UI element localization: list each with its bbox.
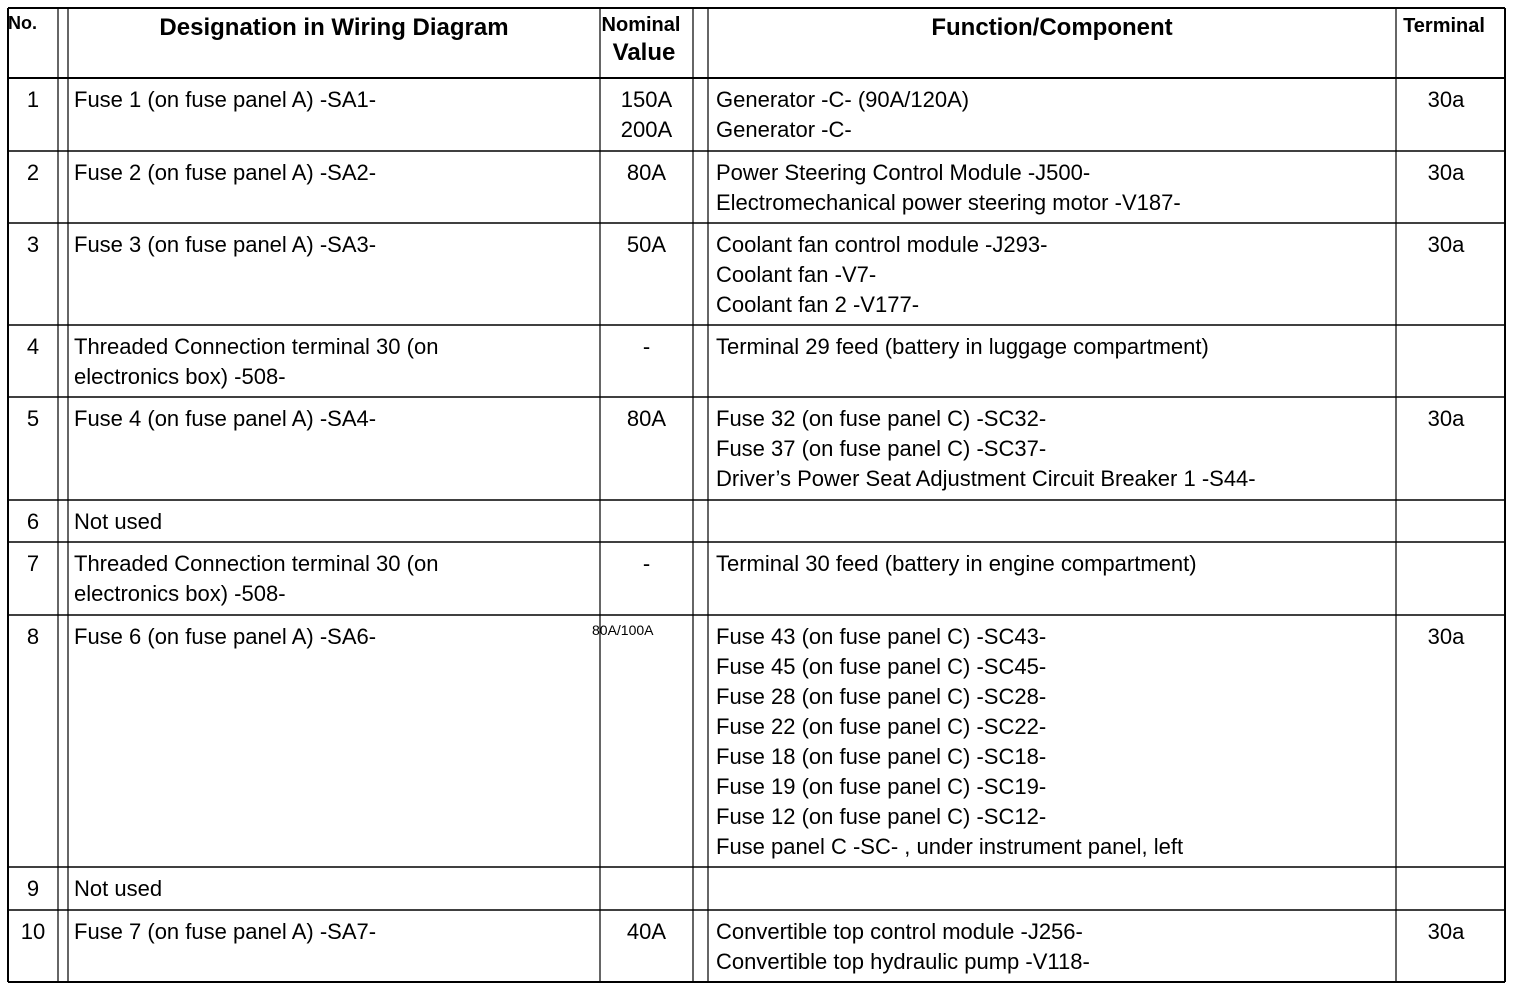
row-designation-line: Fuse 2 (on fuse panel A) -SA2-	[74, 160, 377, 185]
row-number	[8, 917, 58, 947]
header-function: Function/Component	[931, 14, 1173, 41]
row-designation-line: Not used	[74, 876, 163, 901]
header-nominal: Nominal	[601, 14, 681, 36]
row-designation	[74, 85, 600, 115]
row-function-line: Coolant fan control module -J293-	[716, 232, 1048, 257]
row-function-line: Convertible top hydraulic pump -V118-	[716, 949, 1090, 974]
row-number-line: 1	[26, 87, 40, 112]
row-function	[716, 332, 1396, 362]
row-function-line: Coolant fan -V7-	[716, 262, 877, 287]
row-function-line: Terminal 29 feed (battery in luggage compartment)	[716, 334, 1209, 359]
row-nominal-value-line: 50A	[626, 232, 667, 257]
row-number	[8, 230, 58, 260]
row-number-line: 2	[26, 160, 40, 185]
row-designation	[74, 158, 600, 188]
row-terminal-line: 30a	[1427, 160, 1465, 185]
row-designation-line: Fuse 6 (on fuse panel A) -SA6-	[74, 624, 377, 649]
row-nominal-value	[600, 404, 693, 434]
row-terminal	[1396, 622, 1496, 652]
row-number-line: 5	[26, 406, 40, 431]
row-number-line: 10	[20, 919, 46, 944]
row-function-line: Fuse 28 (on fuse panel C) -SC28-	[716, 684, 1047, 709]
row-function-line: Generator -C-	[716, 117, 852, 142]
row-function	[716, 622, 1396, 862]
row-designation-line: Fuse 1 (on fuse panel A) -SA1-	[74, 87, 377, 112]
row-nominal-value	[600, 158, 693, 188]
row-terminal	[1396, 158, 1496, 188]
row-number-line: 7	[26, 551, 40, 576]
row-designation	[74, 874, 600, 904]
row-nominal-value-line: 80A	[626, 160, 667, 185]
row-designation-line: Threaded Connection terminal 30 (on	[74, 334, 439, 359]
header-designation: Designation in Wiring Diagram	[159, 14, 509, 41]
row-terminal	[1396, 917, 1496, 947]
row-function-line: Fuse 43 (on fuse panel C) -SC43-	[716, 624, 1047, 649]
row-function-line: Terminal 30 feed (battery in engine compartment)	[716, 551, 1197, 576]
row-designation	[74, 230, 600, 260]
row-function	[716, 549, 1396, 579]
row-function-line: Fuse 32 (on fuse panel C) -SC32-	[716, 406, 1047, 431]
row-function-line: Electromechanical power steering motor -V187-	[716, 190, 1181, 215]
row-number	[8, 507, 58, 537]
row-function-line: Fuse 18 (on fuse panel C) -SC18-	[716, 744, 1047, 769]
row-number	[8, 404, 58, 434]
row-function	[716, 917, 1396, 977]
row-number	[8, 332, 58, 362]
row-terminal-line: 30a	[1427, 919, 1465, 944]
row-designation-line: electronics box) -508-	[74, 581, 286, 606]
row-terminal	[1396, 404, 1496, 434]
header-no: No.	[8, 13, 37, 33]
row-terminal-line: 30a	[1427, 624, 1465, 649]
row-function	[716, 158, 1396, 218]
row-function-line: Coolant fan 2 -V177-	[716, 292, 920, 317]
row-number	[8, 622, 58, 652]
row-number-line: 8	[26, 624, 40, 649]
header-terminal: Terminal	[1403, 15, 1485, 37]
row-designation-line: electronics box) -508-	[74, 364, 286, 389]
row-terminal	[1396, 85, 1496, 115]
row-designation-line: Fuse 7 (on fuse panel A) -SA7-	[74, 919, 377, 944]
row-number	[8, 549, 58, 579]
row-number-line: 3	[26, 232, 40, 257]
row-function-line: Driver’s Power Seat Adjustment Circuit Breaker 1 -S44-	[716, 466, 1256, 491]
row-nominal-value-line: 150A	[620, 87, 673, 112]
row-terminal-line: 30a	[1427, 87, 1465, 112]
row-function-line: Fuse panel C -SC- , under instrument panel, left	[716, 834, 1184, 859]
row-function-line: Fuse 37 (on fuse panel C) -SC37-	[716, 436, 1047, 461]
row-designation-line: Fuse 3 (on fuse panel A) -SA3-	[74, 232, 377, 257]
row-designation	[74, 404, 600, 434]
row-nominal-value-line: 200A	[620, 117, 673, 142]
row-function-line: Power Steering Control Module -J500-	[716, 160, 1091, 185]
row-nominal-value-line: -	[642, 334, 651, 359]
row-function-line: Fuse 12 (on fuse panel C) -SC12-	[716, 804, 1047, 829]
row-nominal-value-line: 80A	[626, 406, 667, 431]
row-designation	[74, 507, 600, 537]
row-nominal-value-line: -	[642, 551, 651, 576]
row-designation	[74, 917, 600, 947]
row-terminal-line: 30a	[1427, 406, 1465, 431]
row-nominal-value	[600, 549, 693, 579]
row-nominal-value-line: 80A/100A	[592, 622, 654, 638]
row-function	[716, 85, 1396, 145]
row-number-line: 9	[26, 876, 40, 901]
row-number-line: 4	[26, 334, 40, 359]
row-terminal-line: 30a	[1427, 232, 1465, 257]
row-terminal	[1396, 230, 1496, 260]
row-function	[716, 230, 1396, 320]
row-nominal-value	[600, 332, 693, 362]
row-function-line: Convertible top control module -J256-	[716, 919, 1083, 944]
row-function-line: Fuse 45 (on fuse panel C) -SC45-	[716, 654, 1047, 679]
row-designation	[74, 622, 600, 652]
row-nominal-value	[600, 917, 693, 947]
row-designation	[74, 549, 600, 609]
row-number	[8, 85, 58, 115]
row-nominal-value	[592, 621, 692, 639]
row-number	[8, 874, 58, 904]
row-number-line: 6	[26, 509, 40, 534]
row-nominal-value	[600, 230, 693, 260]
row-function-line: Fuse 22 (on fuse panel C) -SC22-	[716, 714, 1047, 739]
row-function-line: Generator -C- (90A/120A)	[716, 87, 970, 112]
row-function-line: Fuse 19 (on fuse panel C) -SC19-	[716, 774, 1047, 799]
header-value: Value	[612, 39, 676, 66]
row-number	[8, 158, 58, 188]
row-nominal-value	[600, 85, 693, 145]
row-designation-line: Not used	[74, 509, 163, 534]
row-designation-line: Fuse 4 (on fuse panel A) -SA4-	[74, 406, 377, 431]
row-designation-line: Threaded Connection terminal 30 (on	[74, 551, 439, 576]
row-designation	[74, 332, 600, 392]
row-nominal-value-line: 40A	[626, 919, 667, 944]
row-function	[716, 404, 1396, 494]
